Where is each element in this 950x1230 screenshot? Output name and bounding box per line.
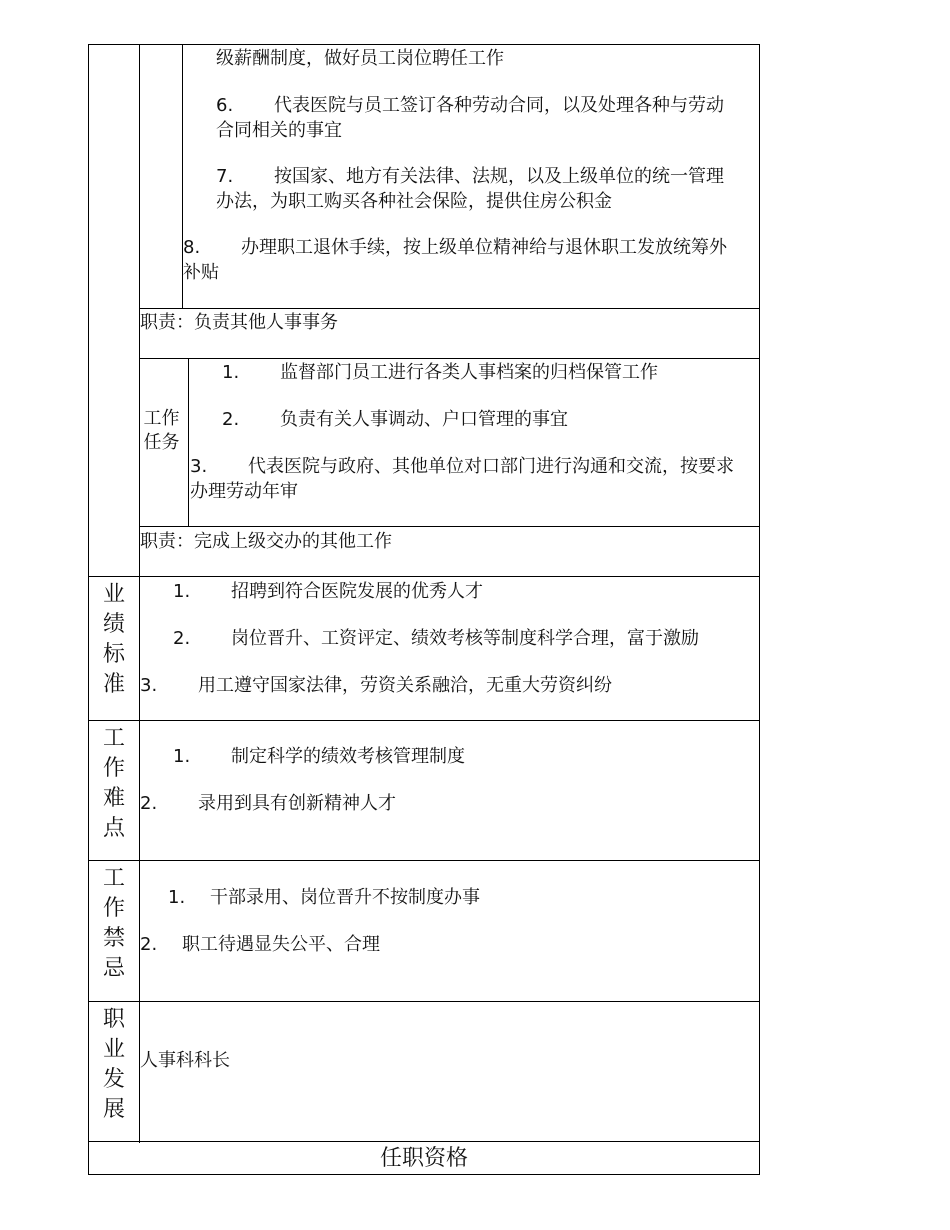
task-item-6-cont: 合同相关的事宜 — [216, 120, 342, 141]
item-number: 3. — [190, 456, 208, 477]
table-border-right — [759, 44, 760, 1175]
item-text: 制定科学的绩效考核管理制度 — [231, 746, 465, 767]
item-number: 1. — [173, 746, 191, 767]
item-number: 8. — [183, 237, 201, 258]
performance-item — [173, 579, 483, 605]
item-text: 按国家、地方有关法律、法规，以及上级单位的统一管理 — [274, 166, 724, 187]
other-task-item-3-cont: 办理劳动年审 — [190, 481, 298, 502]
other-task-item-3 — [190, 454, 734, 480]
row-divider — [139, 308, 760, 309]
task-item-8-cont: 补贴 — [183, 262, 219, 283]
task-item-7-cont: 办法，为职工购买各种社会保险，提供住房公积金 — [216, 191, 612, 212]
item-text: 代表医院与员工签订各种劳动合同，以及处理各种与劳动 — [274, 95, 724, 116]
performance-item — [173, 626, 699, 652]
performance-label: 业 绩 标 准 — [102, 582, 125, 697]
row-divider — [88, 720, 760, 721]
item-text: 负责有关人事调动、户口管理的事宜 — [280, 409, 568, 430]
performance-item — [140, 673, 612, 699]
difficulty-label: 工 作 难 点 — [102, 726, 125, 841]
duty-other-work: 职责：完成上级交办的其他工作 — [140, 531, 392, 552]
table-border-top — [88, 44, 760, 45]
qualifications-heading: 任职资格 — [379, 1146, 468, 1171]
item-number: 2. — [173, 628, 191, 649]
item-number: 6. — [216, 95, 234, 116]
difficulty-item — [173, 744, 465, 770]
item-number: 7. — [216, 166, 234, 187]
item-number: 1. — [222, 362, 240, 383]
other-task-item-1 — [222, 360, 658, 386]
row-divider — [88, 1001, 760, 1002]
item-number: 2. — [222, 409, 240, 430]
item-number: 2. — [140, 934, 158, 955]
task-item-8 — [183, 235, 727, 261]
table-border-left — [88, 44, 89, 1175]
item-text: 办理职工退休手续，按上级单位精神给与退休职工发放统筹外 — [241, 237, 727, 258]
item-text: 录用到具有创新精神人才 — [198, 793, 396, 814]
item-text: 干部录用、岗位晋升不按制度办事 — [210, 887, 480, 908]
item-text: 监督部门员工进行各类人事档案的归档保管工作 — [280, 362, 658, 383]
item-number: 1. — [168, 887, 186, 908]
row-divider — [139, 358, 760, 359]
item-number: 2. — [140, 793, 158, 814]
task-continued-line: 级薪酬制度，做好员工岗位聘任工作 — [216, 48, 504, 69]
item-text: 代表医院与政府、其他单位对口部门进行沟通和交流，按要求 — [248, 456, 734, 477]
item-text: 用工遵守国家法律，劳资关系融洽，无重大劳资纠纷 — [198, 675, 612, 696]
difficulty-item — [140, 791, 396, 817]
item-text: 岗位晋升、工资评定、绩效考核等制度科学合理，富于激励 — [231, 628, 699, 649]
item-text: 招聘到符合医院发展的优秀人才 — [231, 581, 483, 602]
item-text: 职工待遇显失公平、合理 — [182, 934, 380, 955]
task-item-6 — [216, 93, 724, 119]
career-label: 职 业 发 展 — [102, 1007, 125, 1122]
item-number: 3. — [140, 675, 158, 696]
duty-other-hr: 职责：负责其他人事事务 — [140, 312, 338, 333]
row-divider — [139, 526, 760, 527]
sublabel-divider-mid — [188, 358, 189, 527]
prohibition-label: 工 作 禁 忌 — [102, 866, 125, 981]
row-divider — [88, 1141, 760, 1142]
career-path: 人事科科长 — [140, 1050, 230, 1071]
prohibition-item — [140, 932, 380, 958]
prohibition-item — [168, 885, 480, 911]
other-task-item-2 — [222, 407, 568, 433]
label-column-divider — [139, 44, 140, 1143]
item-number: 1. — [173, 581, 191, 602]
row-divider — [88, 860, 760, 861]
task-item-7 — [216, 164, 724, 190]
row-divider — [88, 576, 760, 577]
work-task-label: 工作 任务 — [143, 408, 180, 453]
